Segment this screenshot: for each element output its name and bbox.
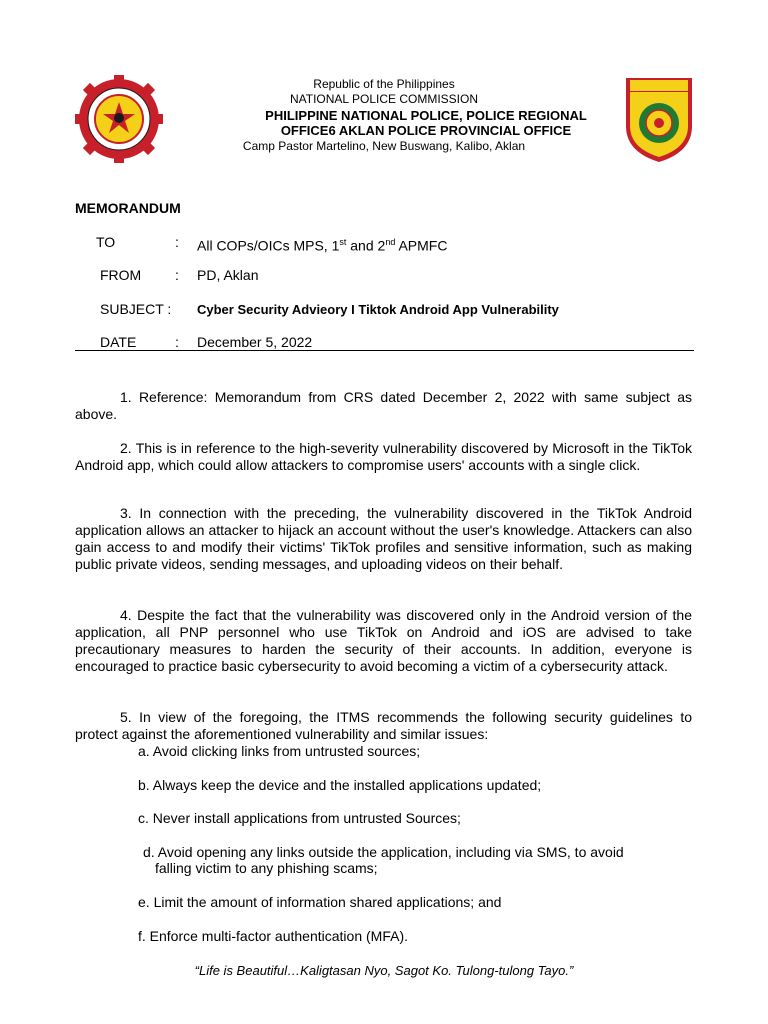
to-label: TO bbox=[96, 234, 116, 250]
header-address: Camp Pastor Martelino, New Buswang, Kalibo, Aklan bbox=[242, 139, 526, 153]
header-napolcom: NATIONAL POLICE COMMISSION bbox=[289, 92, 479, 106]
guideline-d-line1: d. Avoid opening any links outside the application, including via SMS, to avoid bbox=[143, 844, 624, 860]
guideline-e: e. Limit the amount of information shared applications; and bbox=[138, 894, 502, 910]
header-divider bbox=[75, 350, 694, 351]
memo-title: MEMORANDUM bbox=[75, 200, 181, 216]
date-label: DATE bbox=[100, 334, 137, 350]
header-office-line: OFFICE6 AKLAN POLICE PROVINCIAL OFFICE bbox=[280, 123, 572, 138]
footer-motto: “Life is Beautiful…Kaligtasan Nyo, Sagot Ko. Tulong-tulong Tayo.” bbox=[194, 963, 574, 978]
paragraph-1: 1. Reference: Memorandum from CRS dated December 2, 2022 with same subject as above. bbox=[75, 389, 692, 422]
paragraph-4: 4. Despite the fact that the vulnerability was discovered only in the Android version of the application, all PNP personnel who use TikTok on Android and iOS are advised to take precautionary measures to harden the security of their accounts. In addition, everyone is encouraged to practice basic cybersecurity to avoid becoming a victim of a cybersecurity attack. bbox=[75, 607, 692, 674]
header-pnp-line: PHILIPPINE NATIONAL POLICE, POLICE REGIONAL bbox=[265, 108, 587, 123]
guideline-b: b. Always keep the device and the installed applications updated; bbox=[138, 777, 542, 793]
subject-value: Cyber Security Advieory I Tiktok Android App Vulnerability bbox=[197, 302, 559, 317]
from-colon: : bbox=[175, 267, 179, 283]
subject-label: SUBJECT : bbox=[100, 301, 172, 317]
date-colon: : bbox=[175, 334, 179, 350]
to-value: All COPs/OICs MPS, 1st and 2nd APMFC bbox=[197, 237, 448, 254]
date-value: December 5, 2022 bbox=[197, 334, 313, 350]
from-value: PD, Aklan bbox=[197, 267, 259, 283]
guideline-f: f. Enforce multi-factor authentication (MFA). bbox=[138, 928, 408, 944]
header-republic: Republic of the Philippines bbox=[313, 77, 455, 91]
paragraph-2: 2. This is in reference to the high-severity vulnerability discovered by Microsoft in the TikTok Android app, which could allow attackers to compromise users' accounts with a single click. bbox=[75, 440, 692, 473]
paragraph-3: 3. In connection with the preceding, the vulnerability discovered in the TikTok Android application allows an attacker to hijack an account without the user's knowledge. Attackers can also gain access to and modify their victims' TikTok profiles and sensitive information, such as making public private videos, sending messages, and uploading videos on their behalf. bbox=[75, 505, 692, 572]
guideline-a: a. Avoid clicking links from untrusted sources; bbox=[138, 743, 421, 759]
paragraph-5: 5. In view of the foregoing, the ITMS recommends the following security guidelines to protect against the aforementioned vulnerability and similar issues: bbox=[75, 709, 692, 742]
from-label: FROM bbox=[100, 267, 142, 283]
guideline-d-line2: falling victim to any phishing scams; bbox=[155, 860, 378, 876]
guideline-c: c. Never install applications from untrusted Sources; bbox=[138, 810, 461, 826]
to-colon: : bbox=[175, 234, 179, 250]
